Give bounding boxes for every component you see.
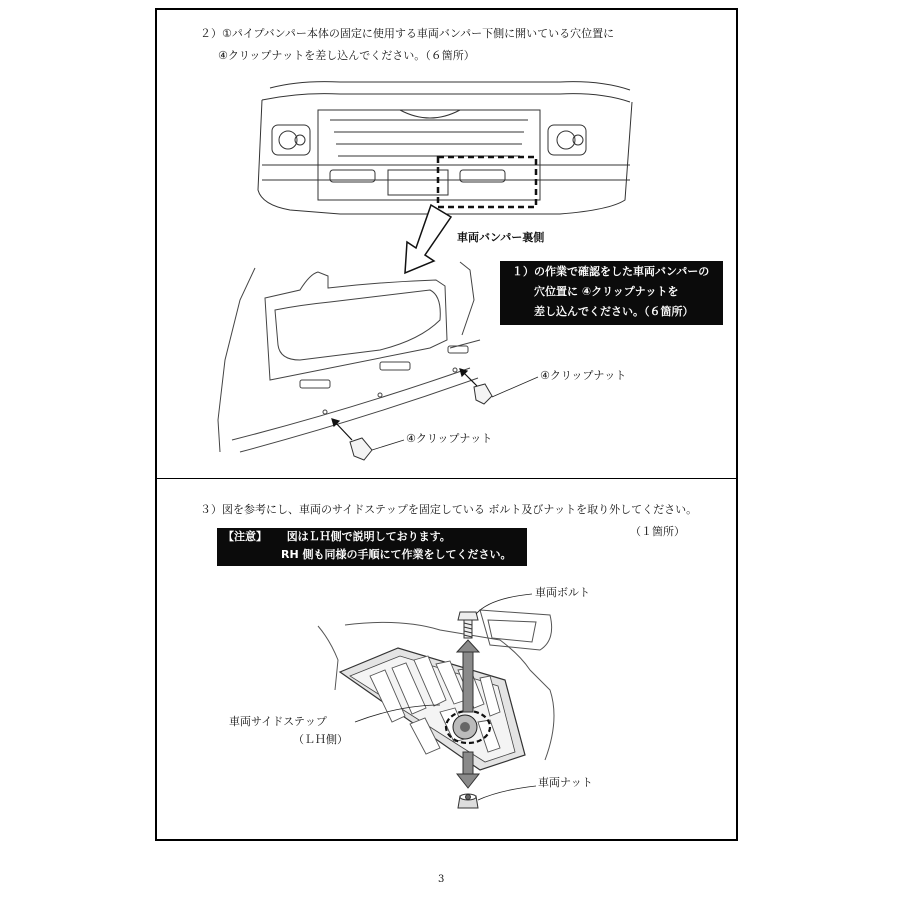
note-line-3: 差し込んでください。（６箇所） [534, 305, 694, 318]
section3-count: （１箇所） [630, 525, 685, 538]
caution-tag: 【注意】 [223, 530, 267, 543]
nut-icon [458, 794, 478, 808]
label-clip-nut-right: ④クリップナット [540, 369, 627, 382]
arrow-down-icon [457, 774, 479, 788]
label-side-step: 車両サイドステップ [229, 715, 327, 728]
label-nut: 車両ナット [538, 776, 593, 789]
label-bumper-back: 車両バンパー裏側 [457, 231, 545, 244]
label-clip-nut-left: ④クリップナット [406, 432, 493, 445]
note-line-1: １）の作業で確認をした車両バンパーの [512, 265, 710, 278]
section2-instruction-line1: ２）①パイプバンパー本体の固定に使用する車両バンパー下側に開いている穴位置に [200, 27, 615, 40]
side-step [340, 648, 525, 770]
bolt-icon [458, 612, 478, 638]
label-side-step-sub: （ＬＨ側） [293, 733, 348, 746]
section2-instruction-line2: ④クリップナットを差し込んでください。（６箇所） [218, 49, 475, 62]
caution-line-2: RH 側も同様の手順にて作業をしてください。 [281, 548, 512, 561]
caution-line-1: 図はＬＨ側で説明しております。 [286, 530, 451, 543]
label-bolt: 車両ボルト [535, 586, 590, 599]
page-number: 3 [438, 874, 445, 885]
arrow-up-icon [457, 640, 479, 652]
section3-instruction: ３）図を参考にし、車両のサイドステップを固定している ボルト及びナットを取り外してください。 [200, 503, 698, 516]
note-line-2: 穴位置に ④クリップナットを [534, 285, 679, 298]
